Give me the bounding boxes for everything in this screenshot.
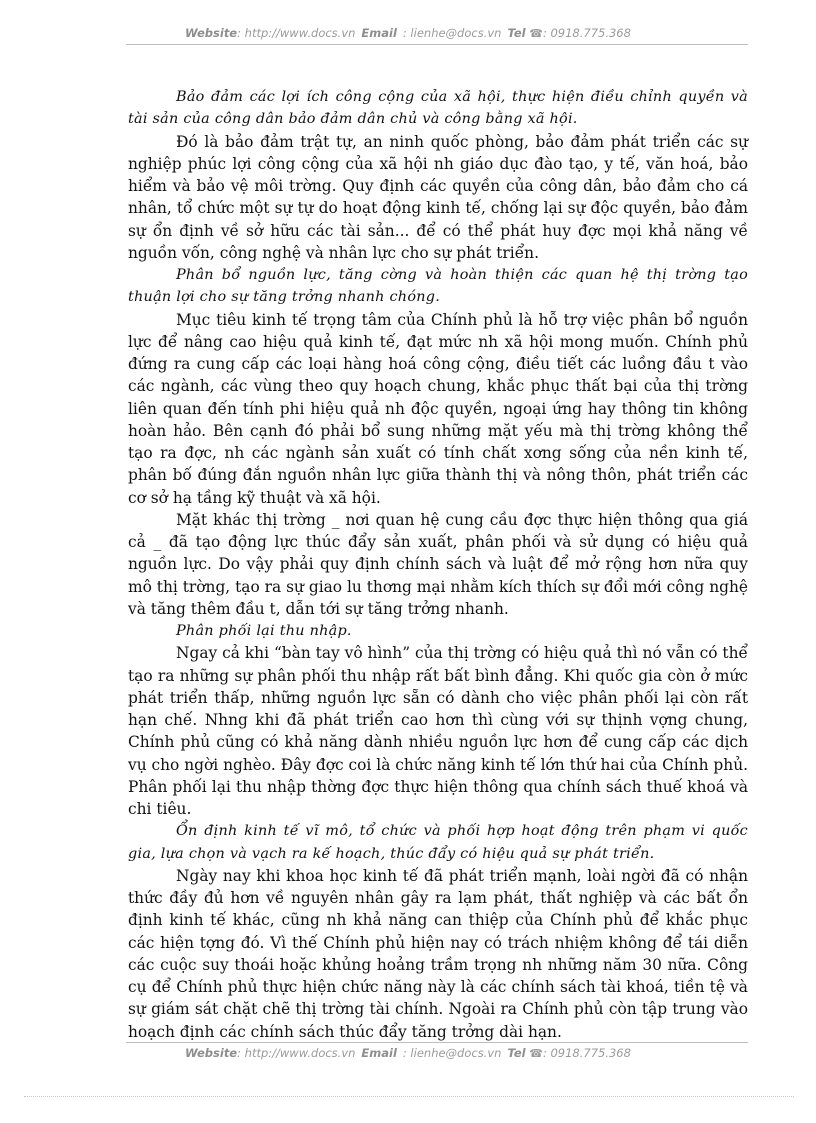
page-bottom-dotted-border (24, 1096, 794, 1097)
footer-email-label: Email (361, 1046, 397, 1060)
section-heading-resource-allocation: Phân bổ nguồn lực, tăng cờng và hoàn thiện các quan hệ thị trờng tạo thuận lợi cho sự tăng trởng nhanh chóng. (128, 267, 748, 306)
footer-email-value: : lienhe@docs.vn (402, 1046, 502, 1060)
document-body (128, 86, 748, 1043)
header-divider (126, 44, 748, 45)
section-heading-macro-stability: Ổn định kinh tế vĩ mô, tổ chức và phối hợp hoạt động trên phạm vi quốc gia, lựa chọn và vạch ra kế hoạch, thúc đẩy có hiệu quả sự phát triển. (128, 823, 748, 862)
body-paragraph: Ngày nay khi khoa học kinh tế đã phát triển mạnh, loài ngời đã có nhận thức đầy đủ hơn về nguyên nhân gây ra lạm phát, thất nghiệp và các bất ổn định kinh tế khác, cũng nh khả năng can thiệp của Chính phủ để khắc phục các hiện tợng đó. Vì thế Chính phủ hiện nay có trách nhiệm không để tái diễn các cuộc suy thoái hoặc khủng hoảng trầm trọng nh những năm 30 nữa. Công cụ để Chính phủ thực hiện chức năng này là các chính sách tài khoá, tiền tệ và sự giám sát chặt chẽ thị trờng tài chính. Ngoài ra Chính phủ còn tập trung vào hoạch định các chính sách thúc đẩy tăng trởng dài hạn. (128, 866, 748, 1041)
section-heading-income-redistribution: Phân phối lại thu nhập. (176, 623, 352, 639)
body-paragraph: Mặt khác thị trờng _ nơi quan hệ cung cầu đợc thực hiện thông qua giá cả _ đã tạo động lực thúc đẩy sản xuất, phân phối và sử dụng có hiệu quả nguồn lực. Do vậy phải quy định chính sách và luật để mở rộng hơn nữa quy mô thị trờng, tạo ra sự giao lu thơng mại nhằm kích thích sự đổi mới công nghệ và tăng thêm đầu t, dẫn tới sự tăng trởng nhanh. (128, 510, 748, 618)
page-header (0, 26, 816, 40)
footer-website-label: Website (185, 1046, 238, 1060)
footer-website-value: : http://www.docs.vn (237, 1046, 356, 1060)
header-email-label: Email (361, 26, 397, 40)
header-email-value: : lienhe@docs.vn (402, 26, 502, 40)
header-tel-label: Tel (507, 26, 526, 40)
page-footer (0, 1046, 816, 1060)
footer-divider (126, 1042, 748, 1043)
footer-tel-label: Tel (507, 1046, 526, 1060)
header-website-value: : http://www.docs.vn (237, 26, 356, 40)
section-heading-public-interest: Bảo đảm các lợi ích công cộng của xã hội, thực hiện điều chỉnh quyền và tài sản của công dân bảo đảm dân chủ và công bằng xã hội. (128, 89, 748, 128)
footer-tel-value: : 0918.775.368 (542, 1046, 631, 1060)
header-tel-value: : 0918.775.368 (542, 26, 631, 40)
phone-icon: ☎ (529, 1047, 543, 1060)
header-website-label: Website (185, 26, 238, 40)
body-paragraph: Mục tiêu kinh tế trọng tâm của Chính phủ là hỗ trợ việc phân bổ nguồn lực để nâng cao hiệu quả kinh tế, đạt mức nh xã hội mong muốn. Chính phủ đứng ra cung cấp các loại hàng hoá công cộng, điều tiết các luồng đầu t vào các ngành, các vùng theo quy hoạch chung, khắc phục thất bại của thị trờng liên quan đến tính phi hiệu quả nh độc quyền, ngoại ứng hay thông tin không hoàn hảo. Bên cạnh đó phải bổ sung những mặt yếu mà thị trờng không thể tạo ra đợc, nh các ngành sản xuất có tính chất xơng sống của nền kinh tế, phân bố đúng đắn nguồn nhân lực giữa thành thị và nông thôn, phát triển các cơ sở hạ tầng kỹ thuật và xã hội. (128, 310, 748, 507)
body-paragraph: Ngay cả khi “bàn tay vô hình” của thị trờng có hiệu quả thì nó vẫn có thể tạo ra những sự phân phối thu nhập rất bất bình đẳng. Khi quốc gia còn ở mức phát triển thấp, những nguồn lực sẵn có dành cho việc phân phối lại còn rất hạn chế. Nhng khi đã phát triển cao hơn thì cùng với sự thịnh vợng chung, Chính phủ cũng có khả năng dành nhiều nguồn lực hơn để cung cấp các dịch vụ cho ngời nghèo. Đây đợc coi là chức năng kinh tế lớn thứ hai của Chính phủ. Phân phối lại thu nhập thờng đợc thực hiện thông qua chính sách thuế khoá và chi tiêu. (128, 644, 748, 818)
body-paragraph: Đó là bảo đảm trật tự, an ninh quốc phòng, bảo đảm phát triển các sự nghiệp phúc lợi công cộng của xã hội nh giáo dục đào tạo, y tế, văn hoá, bảo hiểm và bảo vệ môi trờng. Quy định các quyền của công dân, bảo đảm cho cá nhân, tổ chức một sự tự do hoạt động kinh tế, chống lại sự độc quyền, bảo đảm sự ổn định về sở hữu các tài sản... để có thể phát huy đợc mọi khả năng về nguồn vốn, công nghệ và nhân lực cho sự phát triển. (128, 132, 748, 262)
phone-icon: ☎ (529, 27, 543, 40)
